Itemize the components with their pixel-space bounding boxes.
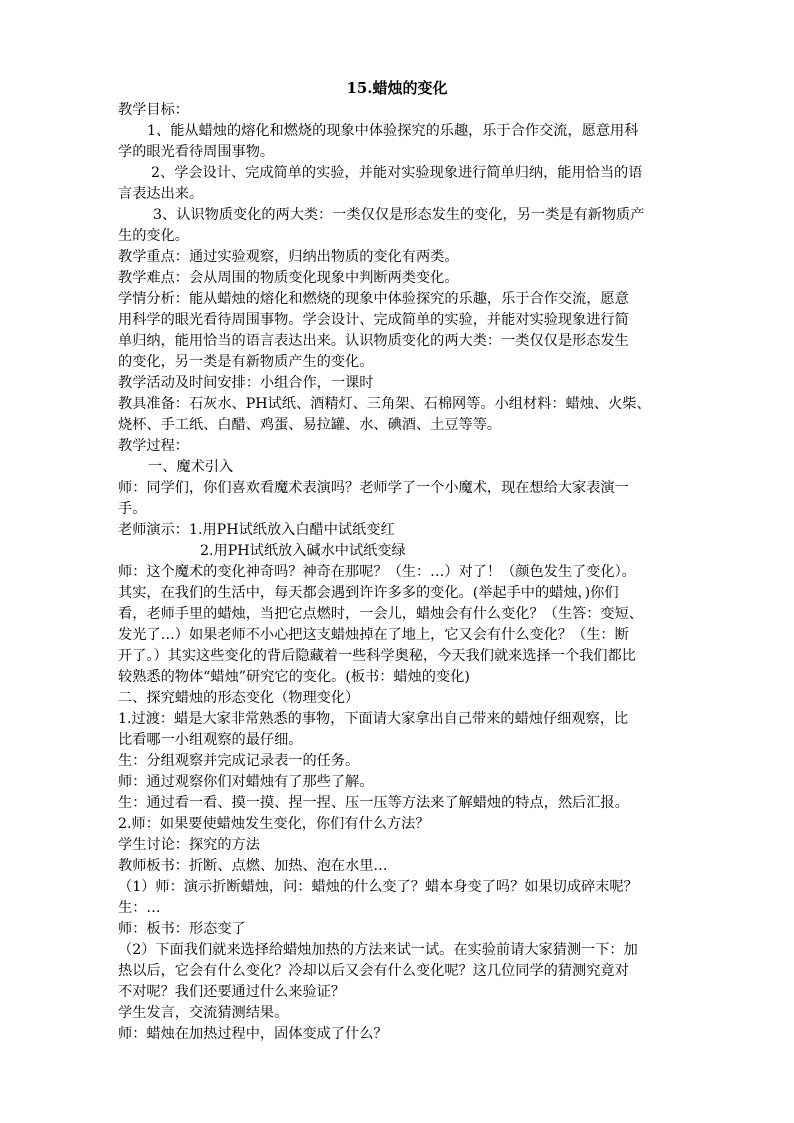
text-line: 烧杯、手工纸、白醋、鸡蛋、易拉罐、水、碘酒、土豆等等。: [118, 417, 502, 433]
text-line: 3、认识物质变化的两大类：一类仅仅是形态发生的变化，另一类是有新物质产: [153, 207, 645, 223]
text-line: 教学活动及时间安排：小组合作，一课时: [118, 375, 374, 391]
text-line: 生：通过看一看、摸一摸、捏一捏、压一压等方法来了解蜡烛的特点，然后汇报。: [118, 795, 629, 811]
text-line: 学生讨论：探究的方法: [118, 837, 260, 853]
text-line: 师：蜡烛在加热过程中，固体变成了什么？: [118, 1026, 388, 1042]
text-line: 老师演示：1.用PH试纸放入白醋中试纸变红: [118, 522, 395, 538]
text-line: 教师板书：折断、点燃、加热、泡在水里…: [118, 858, 388, 874]
text-line: 不对呢？我们还要通过什么来验证？: [118, 984, 346, 1000]
text-line: （1）师：演示折断蜡烛，问：蜡烛的什么变了？蜡本身变了吗？如果切成碎末呢？: [118, 879, 638, 895]
text-line: 2、学会设计、完成简单的实验，并能对实验现象进行简单归纳，能用恰当的语: [151, 165, 643, 181]
text-line: 用科学的眼光看待周围事物。学会设计、完成简单的实验，并能对实验现象进行简: [118, 312, 629, 328]
text-line: （2）下面我们就来选择给蜡烛加热的方法来试一试。在实验前请大家猜测一下：加: [118, 942, 638, 958]
text-line: 教学难点：会从周围的物质变化现象中判断两类变化。: [118, 270, 459, 286]
text-line: 较熟悉的物体“蜡烛”研究它的变化。(板书：蜡烛的变化): [118, 669, 470, 685]
text-line: 言表达出来。: [118, 186, 204, 202]
text-line: 学生发言，交流猜测结果。: [118, 1005, 289, 1021]
text-line: 教学重点：通过实验观察，归纳出物质的变化有两类。: [118, 249, 459, 265]
text-line: 看，老师手里的蜡烛，当把它点燃时，一会儿，蜡烛会有什么变化？（生答：变短、: [118, 606, 643, 622]
text-line: 学情分析：能从蜡烛的熔化和燃烧的现象中体验探究的乐趣，乐于合作交流，愿意: [118, 291, 629, 307]
text-line: 2.用PH试纸放入碱水中试纸变绿: [200, 543, 406, 559]
text-line: 生：分组观察并完成记录表一的任务。: [118, 753, 360, 769]
text-line: 1.过渡：蜡是大家非常熟悉的事物，下面请大家拿出自己带来的蜡烛仔细观察，比: [118, 711, 629, 727]
text-line: 教学过程：: [118, 438, 189, 454]
text-line: 1、能从蜡烛的熔化和燃烧的现象中体验探究的乐趣，乐于合作交流，愿意用科: [147, 123, 639, 139]
text-line: 二、探究蜡烛的形态变化（物理变化）: [118, 690, 360, 706]
text-line: 师：这个魔术的变化神奇吗？神奇在那呢？（生：…）对了！（颜色发生了变化）。: [118, 564, 636, 580]
text-line: 的变化，另一类是有新物质产生的变化。: [118, 354, 374, 370]
text-line: 热以后，它会有什么变化？冷却以后又会有什么变化呢？这几位同学的猜测究竟对: [118, 963, 629, 979]
text-line: 比看哪一小组观察的最仔细。: [118, 732, 303, 748]
text-line: 发光了…）如果老师不小心把这支蜡烛掉在了地上，它又会有什么变化？（生：断: [118, 627, 629, 643]
text-line: 生：…: [118, 900, 161, 916]
text-line: 学的眼光看待周围事物。: [118, 144, 275, 160]
document-title: 15.蜡烛的变化: [346, 79, 448, 97]
text-line: 手。: [118, 501, 147, 517]
text-line: 开了。）其实这些变化的背后隐藏着一些科学奥秘，今天我们就来选择一个我们都比: [118, 648, 636, 664]
text-line: 单归纳，能用恰当的语言表达出来。认识物质变化的两大类：一类仅仅是形态发生: [118, 333, 629, 349]
text-line: 教具准备：石灰水、PH试纸、酒精灯、三角架、石棉网等。小组材料：蜡烛、火柴、: [118, 396, 651, 412]
text-line: 师：通过观察你们对蜡烛有了那些了解。: [118, 774, 374, 790]
text-line: 教学目标：: [118, 102, 189, 118]
text-line: 师：同学们，你们喜欢看魔术表演吗？老师学了一个小魔术，现在想给大家表演一: [118, 480, 629, 496]
text-line: 2.师：如果要使蜡烛发生变化，你们有什么方法？: [118, 816, 430, 832]
text-line: 其实，在我们的生活中，每天都会遇到许许多多的变化。(举起手中的蜡烛，)你们: [118, 585, 619, 601]
text-line: 生的变化。: [118, 228, 189, 244]
text-line: 师：板书：形态变了: [118, 921, 246, 937]
text-line: 一、魔术引入: [148, 459, 234, 475]
